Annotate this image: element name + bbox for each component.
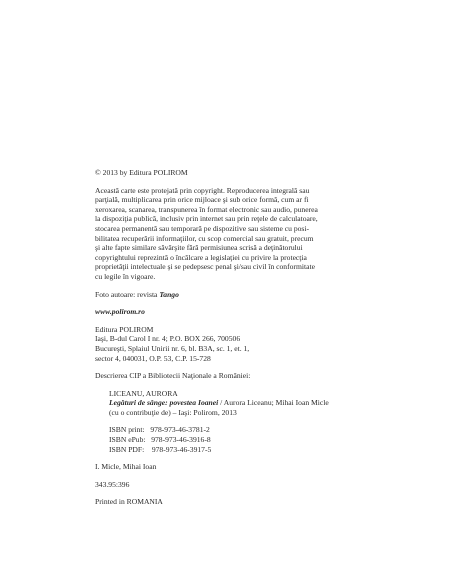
rights-notice (95, 186, 380, 282)
cip-title-line2: (cu o contribuţie de) – Iaşi: Polirom, 2013 (109, 407, 237, 417)
cip-author: LICEANU, AURORA (109, 388, 178, 398)
cip-title-rest: / Aurora Liceanu; Mihai Ioan Micle (218, 398, 329, 408)
publisher-line: sector 4, 040031, O.P. 53, C.P. 15-728 (95, 353, 211, 363)
rights-line: bilitatea recuperării informaţiilor, cu scop comercial sau gratuit, precum (95, 233, 314, 243)
contributor: I. Micle, Mihai Ioan (95, 462, 157, 472)
cip-heading: Descrierea CIP a Bibliotecii Naţionale a României: (95, 371, 251, 381)
cip-title: Legături de sânge: povestea Ioanei (109, 398, 219, 408)
copyright-page (95, 168, 380, 507)
rights-line: stocarea permanentă sau temporară pe dispozitive sau sisteme cu posi- (95, 223, 310, 233)
copyright-line: © 2013 by Editura POLIROM (95, 168, 188, 177)
isbn-epub: ISBN ePub: 978-973-46-3916-8 (109, 435, 211, 445)
photo-credit-source: Tango (159, 289, 179, 299)
rights-line: parţială, multiplicarea prin orice mijloace şi sub orice formă, cum ar fi (95, 195, 309, 205)
rights-line: Această carte este protejată prin copyright. Reproducerea integrală sau (95, 185, 310, 195)
rights-line: cu legile în vigoare. (95, 271, 156, 281)
isbn-print: ISBN print: 978-973-46-3781-2 (109, 425, 210, 435)
photo-credit (95, 290, 380, 300)
publisher-address (95, 325, 380, 363)
publisher-line: Editura POLIROM (95, 324, 154, 334)
website-link[interactable]: www.polirom.ro (95, 307, 145, 317)
classification: 343.95:396 (95, 479, 130, 489)
photo-credit-label: Foto autoare: revista (95, 289, 160, 299)
rights-line: şi alte fapte similare săvârşite fără permisiunea scrisă a deţinătorului (95, 243, 303, 253)
rights-line: copyrightului reprezintă o încălcare a legislaţiei cu privire la protecţia (95, 252, 307, 262)
publisher-line: Iaşi, B-dul Carol I nr. 4; P.O. BOX 266, 700506 (95, 334, 241, 344)
rights-line: proprietăţii intelectuale şi se pedepsesc penal şi/sau civil în conformitate (95, 262, 315, 272)
cip-title-line (109, 398, 380, 408)
rights-line: la dispoziţia publică, inclusiv prin internet sau prin reţele de calculatoare, (95, 214, 318, 224)
isbn-pdf: ISBN PDF: 978-973-46-3917-5 (109, 444, 212, 454)
cip-record (95, 389, 380, 455)
publisher-line: Bucureşti, Splaiul Unirii nr. 6, bl. B3A, sc. 1, et. 1, (95, 343, 250, 353)
rights-line: xeroxarea, scanarea, transpunerea în format electronic sau audio, punerea (95, 204, 318, 214)
printed-in: Printed in ROMANIA (95, 497, 163, 507)
